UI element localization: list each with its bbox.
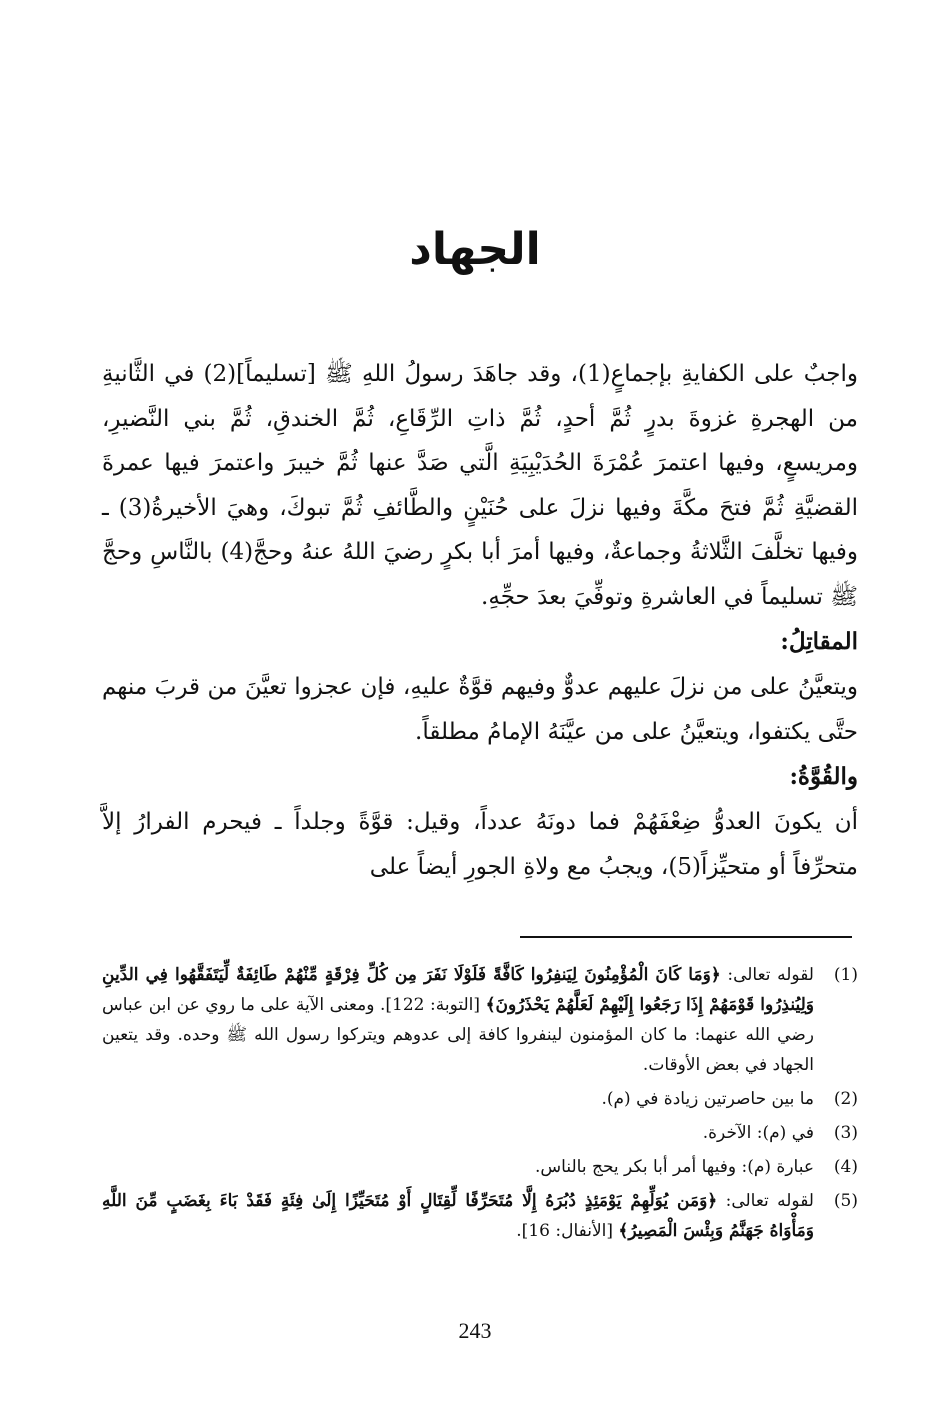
footnote-number: (3) — [833, 1123, 858, 1143]
quran-verse: ﴿وَمَا كَانَ الْمُؤْمِنُونَ لِيَنفِرُوا كَافَّةً فَلَوْلَا نَفَرَ مِن كُلِّ فِرْقَةٍ مِّنْهُمْ طَائِفَةٌ لِّيَتَفَقَّهُوا فِي الدِّينِ وَلِيُنذِرُوا قَوْمَهُمْ إِذَا رَجَعُوا إِلَيْهِمْ لَعَلَّهُمْ يَحْذَرُونَ﴾ — [102, 965, 815, 1015]
footnote-5 — [102, 1186, 858, 1246]
footnotes — [102, 960, 858, 1250]
footnote-separator — [520, 936, 852, 938]
section-heading-fighter: المقاتِلُ: — [780, 628, 858, 655]
footnote-text — [102, 960, 814, 1080]
footnote-number: (2) — [833, 1089, 858, 1109]
footnote-lead: لقوله تعالى: — [720, 965, 814, 985]
footnote-number: (1) — [833, 965, 858, 985]
footnote-1 — [102, 960, 858, 1080]
footnote-text: ما بين حاصرتين زيادة في (م). — [601, 1089, 814, 1109]
quran-verse: ﴿وَمَن يُوَلِّهِمْ يَوْمَئِذٍ دُبُرَهُ إِلَّا مُتَحَرِّفًا لِّقِتَالٍ أَوْ مُتَحَيِّزًا إِلَىٰ فِئَةٍ فَقَدْ بَاءَ بِغَضَبٍ مِّنَ اللَّهِ وَمَأْوَاهُ جَهَنَّمُ وَبِئْسَ الْمَصِيرُ﴾ — [102, 1191, 814, 1241]
section-heading-strength: والقُوَّةُ: — [789, 763, 858, 790]
paragraph-intro: واجبٌ على الكفايةِ بإجماعٍ(1)، وقد جاهَدَ رسولُ اللهِ ﷺ [تسليماً](2) في الثَّانيةِ من الهجرةِ غزوةَ بدرٍ ثُمَّ أحدٍ، ثُمَّ ذاتِ الرِّقَاعِ، ثُمَّ الخندقِ، ثُمَّ بني النَّضيرِ، ومريسعٍ، وفيها اعتمرَ عُمْرَةَ الحُدَيْبِيَةِ الَّتي صَدَّ عنها ثُمَّ خيبرَ واعتمرَ فيها عمرةَ القضيَّةِ ثُمَّ فتحَ مكَّةَ وفيها نزلَ على حُنَيْنٍ والطَّائفِ ثُمَّ تبوكَ، وهيَ الأخيرةُ(3) ـ وفيها تخلَّفَ الثَّلاثةُ وجماعةٌ، وفيها أمرَ أبا بكرٍ رضيَ اللهُ عنهُ وحجَّ(4) بالنَّاسِ وحجَّ ﷺ تسليماً في العاشرةِ وتوفِّيَ بعدَ حجِّهِ. — [102, 361, 859, 610]
paragraph-fighter: ويتعيَّنُ على من نزلَ عليهم عدوٌّ وفيهم قوَّةٌ عليهِ، فإن عجزوا تعيَّنَ من قربَ منهم حتَّى يكتفوا، ويتعيَّنُ على من عيَّنَهُ الإمامُ مطلقاً. — [102, 674, 858, 745]
footnote-number: (4) — [833, 1157, 858, 1177]
footnote-lead: لقوله تعالى: — [717, 1191, 814, 1211]
footnote-rest: [التوبة: 122]. ومعنى الآية على ما روي عن ابن عباس رضي الله عنهما: ما كان المؤمنون لينفروا كافة إلى عدوهم ويتركوا رسول الله ﷺ وحده. وقد يتعين الجهاد في بعض الأوقات. — [102, 995, 814, 1075]
footnote-text: عبارة (م): وفيها أمر أبا بكر يحج بالناس. — [535, 1157, 814, 1177]
footnote-text: في (م): الآخرة. — [702, 1123, 814, 1143]
chapter-title: الجهاد — [409, 224, 541, 275]
footnote-text — [102, 1186, 814, 1246]
paragraph-strength: أن يكونَ العدوُّ ضِعْفَهُمْ فما دونَهُ عدداً، وقيل: قوَّةً وجلداً ـ فيحرم الفرارُ إلاَّ متحرِّفاً أو متحيِّزاً(5)، ويجبُ مع ولاةِ الجورِ أيضاً على — [102, 809, 858, 880]
footnote-number: (5) — [833, 1191, 858, 1211]
footnote-4 — [102, 1152, 858, 1182]
footnote-2 — [102, 1084, 858, 1114]
main-text — [102, 352, 858, 889]
page-number: 243 — [458, 1318, 492, 1343]
footnote-rest: [الأنفال: 16]. — [516, 1221, 619, 1241]
footnote-3 — [102, 1118, 858, 1148]
